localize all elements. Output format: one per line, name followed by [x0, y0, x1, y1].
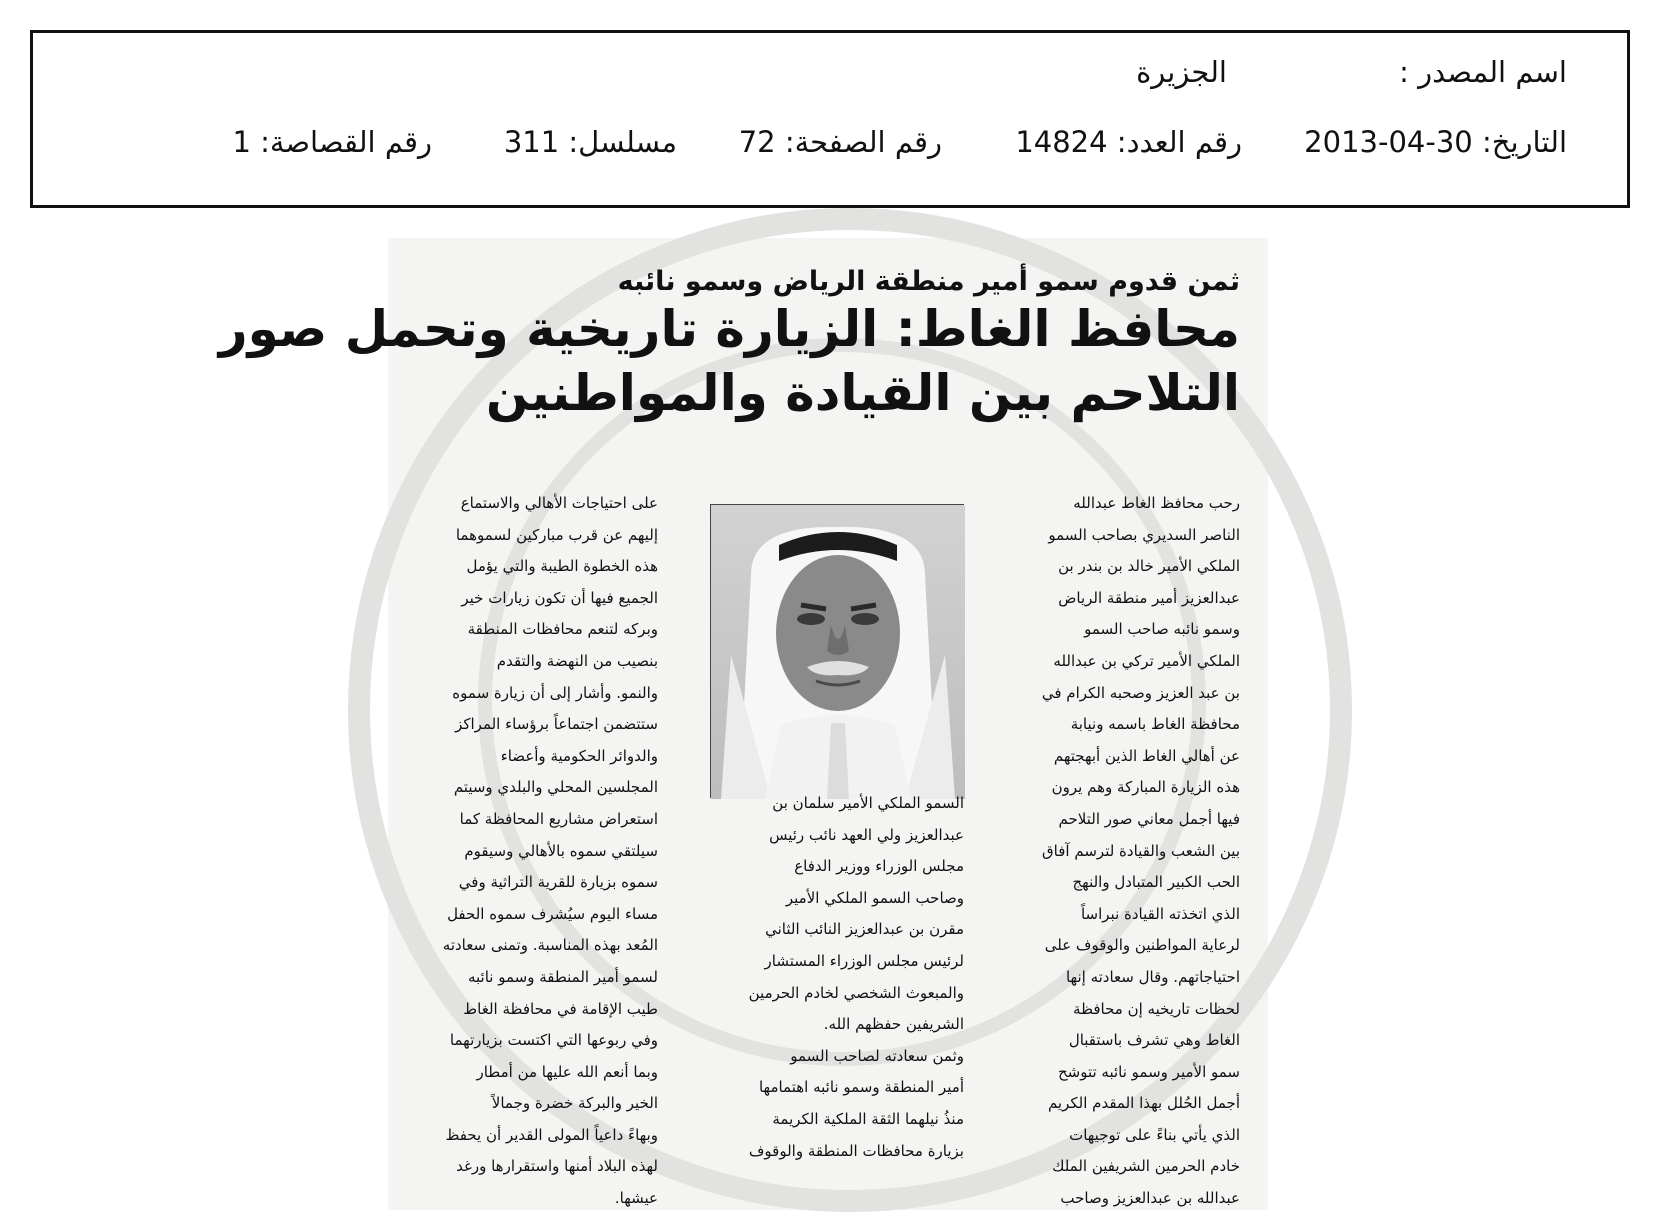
column-line: وبركه لتنعم محافظات المنطقة [467, 620, 658, 639]
column-line: عبدالعزيز أمير منطقة الرياض [1058, 588, 1240, 607]
column-line: عن أهالي الغاط الذين أبهجتهم [1053, 746, 1240, 765]
column-line: الغاط وهي تشرف باستقبال [1068, 1031, 1240, 1050]
column-line: بنصيب من النهضة والتقدم [496, 651, 658, 670]
column-line: الذي اتخذته القيادة نبراساً [1080, 904, 1240, 923]
column-line: بين الشعب والقيادة لترسم آفاق [1042, 841, 1240, 860]
column-line: الملكي الأمير خالد بن بندر بن [1058, 557, 1240, 576]
column-line: لرعاية المواطنين والوقوف على [1044, 936, 1240, 955]
column-line: إليهم عن قرب مباركين لسموهما [455, 525, 658, 544]
column-line: الخير والبركة خضرة وجمالاً [491, 1094, 658, 1113]
column-left [412, 488, 658, 1215]
column-line: رحب محافظ الغاط عبدالله [1073, 494, 1240, 512]
page-number-field: رقم الصفحة: 72 [738, 125, 942, 159]
column-line: خادم الحرمين الشريفين الملك [1052, 1157, 1240, 1176]
headline-line-2: التلاحم بين القيادة والمواطنين [485, 364, 1240, 422]
clipping-number-field: رقم القصاصة: 1 [232, 125, 432, 159]
column-line: سيلتقي سموه بالأهالي وسيقوم [464, 841, 658, 860]
column-line: محافظة الغاط باسمه ونيابة [1070, 715, 1240, 734]
column-line: الحب الكبير المتبادل والنهج [1072, 873, 1240, 892]
column-line: مقرن بن عبدالعزيز النائب الثاني [765, 920, 964, 939]
column-line: أمير المنطقة وسمو نائبه اهتمامها [758, 1078, 964, 1097]
clipping-metadata-box [30, 30, 1630, 208]
column-line: المُعد بهذه المناسبة. وتمنى سعادته [442, 936, 658, 955]
portrait-photo [710, 504, 964, 798]
article-kicker: ثمن قدوم سمو أمير منطقة الرياض وسمو نائبه [617, 266, 1240, 297]
column-right [998, 488, 1240, 1215]
column-line: عبدالعزيز ولي العهد نائب رئيس [769, 825, 964, 844]
column-line: منذُ نيلهما الثقة الملكية الكريمة [772, 1109, 964, 1128]
portrait-image [711, 505, 965, 799]
column-line: بزيارة محافظات المنطقة والوقوف [748, 1141, 964, 1160]
column-line: لهذه البلاد أمنها واستقرارها ورغد [456, 1157, 658, 1176]
column-line: أجمل الحُلل بهذا المقدم الكريم [1047, 1094, 1240, 1113]
column-line: طيب الإقامة في محافظة الغاط [463, 999, 658, 1018]
column-line: على احتياجات الأهالي والاستماع [460, 494, 658, 512]
issue-number-field: رقم العدد: 14824 [1015, 125, 1242, 159]
column-line: لرئيس مجلس الوزراء المستشار [764, 951, 964, 970]
column-line: مجلس الوزراء ووزير الدفاع [794, 857, 964, 876]
column-line: سموه بزيارة للقرية التراثية وفي [458, 873, 658, 892]
column-line: والنمو. وأشار إلى أن زيارة سموه [452, 683, 658, 702]
column-line: وسمو نائبه صاحب السمو [1084, 620, 1240, 639]
column-line: وبهاءً داعياً المولى القدير أن يحفظ [445, 1125, 658, 1144]
column-line: الملكي الأمير تركي بن عبدالله [1053, 651, 1240, 670]
column-line: وبما أنعم الله عليها من أمطار [476, 1062, 658, 1081]
column-line: وفي ربوعها التي اكتست بزيارتهما [449, 1031, 658, 1050]
column-middle [682, 788, 964, 1167]
column-line: وثمن سعادته لصاحب السمو [790, 1046, 964, 1065]
column-line: بن عبد العزيز وصحبه الكرام في [1041, 683, 1240, 702]
column-line: وصاحب السمو الملكي الأمير [785, 888, 964, 907]
newspaper-clipping [218, 238, 1268, 1210]
date-field: التاريخ: 30-04-2013 [1304, 125, 1567, 159]
column-line: لسمو أمير المنطقة وسمو نائبه [467, 967, 658, 986]
column-line: عبدالله بن عبدالعزيز وصاحب [1060, 1189, 1240, 1208]
headline-line-1: محافظ الغاط: الزيارة تاريخية وتحمل صور [218, 300, 1240, 358]
column-line: لحظات تاريخيه إن محافظة [1073, 999, 1240, 1018]
column-line: السمو الملكي الأمير سلمان بن [772, 794, 964, 812]
source-value: الجزيرة [1136, 55, 1227, 89]
column-line: عيشها. [614, 1189, 658, 1208]
column-line: استعراض مشاريع المحافظة كما [459, 809, 658, 828]
serial-field: مسلسل: 311 [503, 125, 677, 159]
column-line: والدوائر الحكومية وأعضاء [500, 746, 658, 765]
column-line: مساء اليوم سيُشرف سموه الحفل [447, 904, 658, 923]
column-line: ستتضمن اجتماعاً برؤساء المراكز [455, 715, 658, 734]
column-line: هذه الخطوة الطيبة والتي يؤمل [466, 557, 658, 576]
column-line: هذه الزيارة المباركة وهم يرون [1051, 778, 1240, 797]
column-line: الناصر السديري بصاحب السمو [1048, 525, 1240, 544]
column-line: احتياجاتهم. وقال سعادته إنها [1065, 967, 1240, 986]
column-line: فيها أجمل معاني صور التلاحم [1058, 809, 1240, 828]
column-line: سمو الأمير وسمو نائبه تتوشح [1057, 1062, 1240, 1081]
source-label: اسم المصدر : [1399, 55, 1567, 89]
column-line: المجلسين المحلي والبلدي وسيتم [453, 778, 658, 797]
column-line: الذي يأتي بناءً على توجيهات [1069, 1125, 1240, 1144]
column-line: الجميع فيها أن تكون زيارات خير [461, 588, 658, 607]
column-line: الشريفين حفظهم الله. [823, 1015, 964, 1034]
column-line: والمبعوث الشخصي لخادم الحرمين [748, 983, 964, 1002]
